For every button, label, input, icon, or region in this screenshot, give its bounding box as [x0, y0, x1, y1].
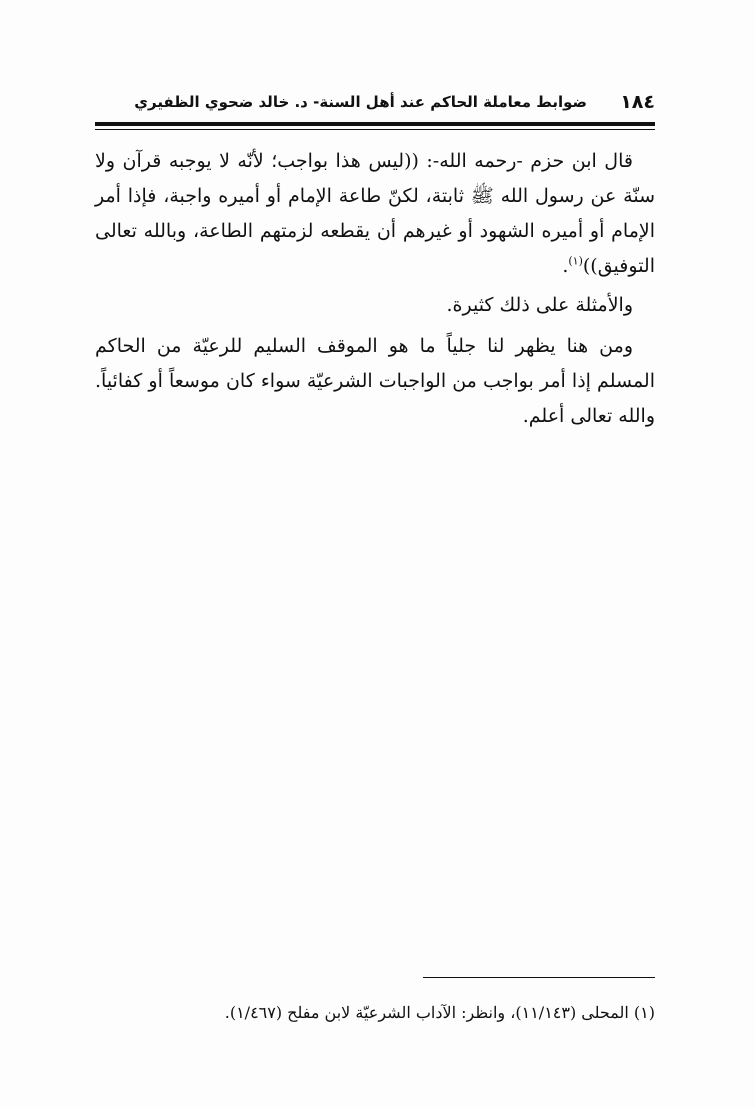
paragraph-ibn-hazm-quote	[95, 144, 655, 284]
header-rule-thin	[95, 129, 655, 130]
page-number: ١٨٤	[620, 91, 655, 113]
footnote-separator	[423, 977, 655, 978]
paragraph-conclusion: ومن هنا يظهر لنا جلياً ما هو الموقف السليم للرعيّة من الحاكم المسلم إذا أمر بواجب من الواجبات الشرعيّة سواء كان موسعاً أو كفائياً. والله تعالى أعلم.	[95, 335, 655, 427]
quote-text: قال ابن حزم -رحمه الله-: ((ليس هذا بواجب؛ لأنّه لا يوجبه قرآن ولا سنّة عن رسول الله ﷺ ثابتة، لكنّ طاعة الإمام أو أميره واجبة، فإذا أمر الإمام أو أميره الشهود أو غيرهم أن يقطعه لزمتهم الطاعة، وبالله تعالى التوفيق))	[95, 150, 655, 277]
footnote-marker: (١)	[568, 254, 583, 268]
footnote: (١) المحلى (١١/١٤٣)، وانظر: الآداب الشرعيّة لابن مفلح (١/٤٦٧).	[224, 1003, 655, 1022]
quote-end-period: .	[562, 255, 569, 277]
page-header	[95, 88, 655, 118]
paragraph-examples: والأمثلة على ذلك كثيرة.	[446, 294, 633, 316]
header-rule-thick	[95, 122, 655, 126]
running-title: ضوابط معاملة الحاكم عند أهل السنة- د. خالد ضحوي الظفيري	[134, 93, 587, 111]
main-text	[95, 144, 655, 434]
